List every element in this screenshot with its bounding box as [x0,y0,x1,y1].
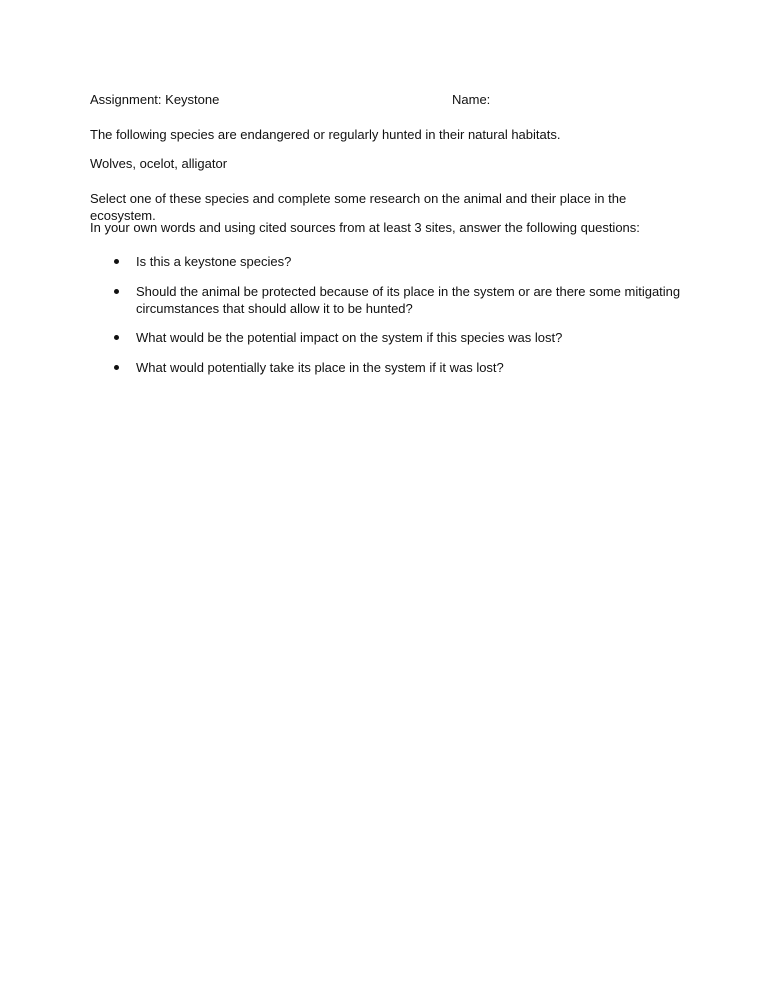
bullet-icon [114,365,119,370]
list-item [90,329,690,346]
list-item [90,283,690,317]
list-item [90,359,690,376]
question-text: What would be the potential impact on the system if this species was lost? [136,330,563,345]
list-item [90,253,690,270]
bullet-icon [114,289,119,294]
name-label: Name: [452,92,491,107]
question-text: Should the animal be protected because of its place in the system or are there some mitigating circumstances that should allow it to be hunted? [136,284,681,316]
questions-intro: In your own words and using cited sources from at least 3 sites, answer the following questions: [90,220,640,235]
bullet-icon [114,259,119,264]
question-text: What would potentially take its place in the system if it was lost? [136,360,504,375]
assignment-title: Assignment: Keystone [90,92,220,107]
question-text: Is this a keystone species? [136,254,292,269]
species-list: Wolves, ocelot, alligator [90,156,228,171]
intro-text: The following species are endangered or regularly hunted in their natural habitats. [90,127,561,142]
bullet-icon [114,335,119,340]
header-row [90,91,690,109]
question-list [90,253,690,388]
instruction-text: Select one of these species and complete some research on the animal and their place in the ecosystem. [90,191,627,223]
